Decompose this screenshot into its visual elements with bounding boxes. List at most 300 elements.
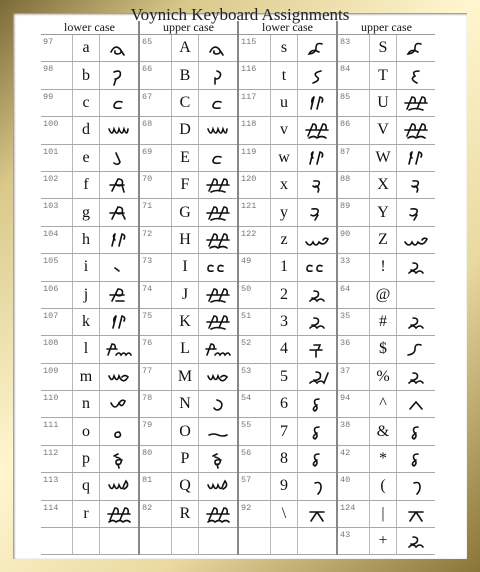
voynich-e2-icon	[205, 66, 231, 86]
char-code: 89	[340, 201, 351, 212]
voynich-8-icon	[304, 394, 330, 414]
char-code: 102	[43, 173, 59, 184]
char-code: 75	[142, 310, 153, 321]
voynich-glyph-cell	[297, 418, 336, 444]
voynich-glyph-cell	[297, 199, 336, 225]
char-code: 64	[340, 283, 351, 294]
table-row	[41, 35, 138, 62]
keyboard-char: E	[171, 145, 198, 171]
voynich-glyph-cell	[99, 309, 138, 335]
table-row	[338, 117, 435, 144]
voynich-s2-icon	[403, 339, 429, 359]
voynich-h-icon	[403, 148, 429, 168]
voynich-glyph-cell	[198, 446, 237, 472]
char-code: 57	[241, 475, 252, 486]
voynich-glyph-cell	[99, 199, 138, 225]
voynich-m-icon	[106, 367, 132, 387]
char-code: 55	[241, 420, 252, 431]
table-row	[239, 254, 336, 281]
char-code: 42	[340, 447, 351, 458]
voynich-k-icon	[106, 312, 132, 332]
voynich-l-icon	[106, 339, 132, 359]
voynich-x-icon	[403, 175, 429, 195]
table-row	[140, 62, 237, 89]
char-code: 107	[43, 310, 59, 321]
table-row	[140, 446, 237, 473]
table-row	[41, 90, 138, 117]
keyboard-char: T	[369, 62, 396, 88]
voynich-glyph-cell	[396, 473, 435, 499]
keyboard-char: 4	[270, 336, 297, 362]
char-code: 94	[340, 393, 351, 404]
table-row	[140, 145, 237, 172]
table-row	[239, 391, 336, 418]
keyboard-char: S	[369, 35, 396, 61]
keyboard-char: 7	[270, 418, 297, 444]
voynich-o-icon	[106, 422, 132, 442]
char-code: 73	[142, 256, 153, 267]
table-row	[338, 199, 435, 226]
voynich-8-icon	[304, 422, 330, 442]
voynich-glyph-cell	[297, 254, 336, 280]
voynich-9-icon	[403, 476, 429, 496]
keyboard-char: C	[171, 90, 198, 116]
table-group	[41, 21, 138, 555]
keyboard-char: %	[369, 364, 396, 390]
voynich-glyph-cell	[396, 282, 435, 308]
char-code: 52	[241, 338, 252, 349]
voynich-gallows-icon	[205, 312, 231, 332]
voynich-ee-icon	[205, 422, 231, 442]
keyboard-char: H	[171, 227, 198, 253]
voynich-gallows-icon	[205, 203, 231, 223]
voynich-q-icon	[205, 476, 231, 496]
voynich-l-icon	[205, 339, 231, 359]
voynich-glyph-cell	[297, 227, 336, 253]
table-row	[239, 35, 336, 62]
keyboard-char: o	[72, 418, 99, 444]
group-header: upper case	[338, 21, 435, 35]
table-row	[338, 62, 435, 89]
table-row	[338, 227, 435, 254]
char-code: 92	[241, 502, 252, 513]
voynich-glyph-cell	[99, 528, 138, 554]
voynich-glyph-cell	[99, 364, 138, 390]
group-header: lower case	[41, 21, 138, 35]
voynich-glyph-cell	[99, 282, 138, 308]
table-row	[239, 227, 336, 254]
table-group	[138, 21, 237, 555]
voynich-8-icon	[403, 449, 429, 469]
table-row	[338, 90, 435, 117]
voynich-cc-icon	[205, 257, 231, 277]
voynich-t-icon	[304, 66, 330, 86]
keyboard-char: n	[72, 391, 99, 417]
table-row	[140, 418, 237, 445]
voynich-glyph-cell	[99, 90, 138, 116]
voynich-glyph-cell	[297, 62, 336, 88]
voynich-p-icon	[205, 449, 231, 469]
keyboard-char: j	[72, 282, 99, 308]
voynich-s-icon	[403, 38, 429, 58]
page-title-text: Voynich Keyboard Assignments	[130, 5, 350, 24]
table-row	[239, 473, 336, 500]
table-row	[41, 418, 138, 445]
table-row	[140, 90, 237, 117]
keyboard-char: m	[72, 364, 99, 390]
char-code: 103	[43, 201, 59, 212]
voynich-z-icon	[304, 230, 330, 250]
voynich-double-gallows-icon	[304, 120, 330, 140]
keyboard-char: M	[171, 364, 198, 390]
table-row	[140, 391, 237, 418]
voynich-caret-icon	[403, 394, 429, 414]
char-code: 38	[340, 420, 351, 431]
keyboard-char: I	[171, 254, 198, 280]
voynich-2-icon	[403, 531, 429, 551]
voynich-k-icon	[304, 93, 330, 113]
table-row	[41, 309, 138, 336]
voynich-glyph-cell	[99, 145, 138, 171]
char-code: 35	[340, 310, 351, 321]
voynich-glyph-cell	[198, 62, 237, 88]
voynich-gallows-icon	[205, 175, 231, 195]
voynich-glyph-cell	[198, 227, 237, 253]
keyboard-char: w	[270, 145, 297, 171]
table-row	[41, 473, 138, 500]
voynich-glyph-cell	[396, 199, 435, 225]
voynich-glyph-cell	[297, 528, 336, 554]
voynich-2-icon	[304, 285, 330, 305]
table-row	[338, 145, 435, 172]
keyboard-char: e	[72, 145, 99, 171]
table-row	[140, 309, 237, 336]
keyboard-char	[72, 528, 99, 554]
voynich-glyph-cell	[198, 309, 237, 335]
table-row	[338, 336, 435, 363]
char-code: 71	[142, 201, 153, 212]
voynich-glyph-cell	[297, 172, 336, 198]
char-code: 101	[43, 146, 59, 157]
char-code: 85	[340, 91, 351, 102]
voynich-c-icon	[205, 93, 231, 113]
table-row	[239, 336, 336, 363]
table-row	[41, 391, 138, 418]
char-code: 37	[340, 365, 351, 376]
table-row	[239, 282, 336, 309]
voynich-9-icon	[304, 476, 330, 496]
table-row	[239, 199, 336, 226]
voynich-glyph-cell	[396, 336, 435, 362]
char-code: 110	[43, 393, 59, 404]
table-row	[41, 227, 138, 254]
char-code: 68	[142, 119, 153, 130]
keyboard-char: 3	[270, 309, 297, 335]
table-row	[239, 117, 336, 144]
voynich-y-icon	[403, 203, 429, 223]
keyboard-char: &	[369, 418, 396, 444]
keyboard-char: 9	[270, 473, 297, 499]
keyboard-char: Z	[369, 227, 396, 253]
table-row	[41, 364, 138, 391]
char-code: 33	[340, 256, 351, 267]
char-code: 100	[43, 119, 59, 130]
voynich-glyph-cell	[396, 254, 435, 280]
keyboard-char: L	[171, 336, 198, 362]
char-code: 111	[43, 420, 59, 431]
voynich-glyph-cell	[297, 282, 336, 308]
voynich-pi-icon	[403, 504, 429, 524]
keyboard-char: x	[270, 172, 297, 198]
voynich-glyph-cell	[99, 254, 138, 280]
voynich-glyph-cell	[198, 528, 237, 554]
table-row	[140, 282, 237, 309]
table-row	[140, 117, 237, 144]
voynich-glyph-cell	[198, 90, 237, 116]
voynich-h-icon	[304, 148, 330, 168]
voynich-glyph-cell	[297, 145, 336, 171]
table-row	[338, 254, 435, 281]
keyboard-char: d	[72, 117, 99, 143]
char-code: 50	[241, 283, 252, 294]
voynich-glyph-cell	[198, 117, 237, 143]
voynich-pi-icon	[304, 504, 330, 524]
table-row	[338, 473, 435, 500]
char-code: 124	[340, 502, 356, 513]
table-row	[338, 282, 435, 309]
keyboard-char: 8	[270, 446, 297, 472]
voynich-b-icon	[106, 66, 132, 86]
table-row	[239, 528, 336, 555]
voynich-c-icon	[205, 148, 231, 168]
table-row	[140, 199, 237, 226]
voynich-2-icon	[403, 312, 429, 332]
voynich-glyph-cell	[396, 62, 435, 88]
char-code: 88	[340, 173, 351, 184]
voynich-glyph-cell	[297, 117, 336, 143]
table-row	[338, 501, 435, 528]
char-code	[239, 528, 270, 554]
char-code: 104	[43, 228, 59, 239]
voynich-y-icon	[304, 203, 330, 223]
keyboard-char: K	[171, 309, 198, 335]
voynich-glyph-cell	[198, 199, 237, 225]
voynich-glyph-cell	[297, 336, 336, 362]
group-header: upper case	[140, 21, 237, 35]
voynich-d-icon	[106, 120, 132, 140]
keyboard-char: (	[369, 473, 396, 499]
keyboard-char: f	[72, 172, 99, 198]
table-row	[239, 145, 336, 172]
char-code: 105	[43, 256, 59, 267]
char-code: 99	[43, 91, 54, 102]
keyboard-char: A	[171, 35, 198, 61]
voynich-glyph-cell	[396, 446, 435, 472]
char-code: 106	[43, 283, 59, 294]
keyboard-char: v	[270, 117, 297, 143]
voynich-r-icon	[106, 504, 132, 524]
keyboard-char: 6	[270, 391, 297, 417]
voynich-glyph-cell	[198, 391, 237, 417]
voynich-glyph-cell	[396, 391, 435, 417]
voynich-glyph-cell	[198, 172, 237, 198]
char-code: 56	[241, 447, 252, 458]
chart-panel	[13, 5, 467, 559]
keyboard-char: a	[72, 35, 99, 61]
voynich-glyph-cell	[396, 172, 435, 198]
table-row	[239, 446, 336, 473]
keyboard-char: V	[369, 117, 396, 143]
table-row	[239, 501, 336, 528]
keyboard-char: s	[270, 35, 297, 61]
voynich-a-icon	[106, 38, 132, 58]
voynich-glyph-cell	[99, 473, 138, 499]
voynich-gallows-icon	[403, 93, 429, 113]
table-row	[140, 227, 237, 254]
voynich-glyph-cell	[99, 172, 138, 198]
voynich-double-gallows-icon	[205, 230, 231, 250]
char-code: 72	[142, 228, 153, 239]
keyboard-char: +	[369, 528, 396, 554]
char-code: 113	[43, 475, 59, 486]
char-code	[140, 528, 171, 554]
voynich-glyph-cell	[396, 90, 435, 116]
table-row	[338, 528, 435, 555]
voynich-glyph-cell	[297, 501, 336, 527]
voynich-e-icon	[106, 148, 132, 168]
char-code: 69	[142, 146, 153, 157]
table-row	[239, 172, 336, 199]
voynich-glyph-cell	[99, 501, 138, 527]
voynich-x-icon	[304, 175, 330, 195]
keyboard-char: b	[72, 62, 99, 88]
assignment-table	[41, 21, 435, 555]
voynich-8-icon	[403, 422, 429, 442]
voynich-glyph-cell	[297, 364, 336, 390]
table-row	[239, 90, 336, 117]
voynich-r-icon	[205, 504, 231, 524]
voynich-n-icon	[106, 394, 132, 414]
voynich-2-icon	[304, 312, 330, 332]
voynich-d-icon	[205, 120, 231, 140]
voynich-glyph-cell	[396, 145, 435, 171]
table-row	[41, 282, 138, 309]
table-row	[140, 501, 237, 528]
voynich-glyph-cell	[396, 35, 435, 61]
table-row	[41, 446, 138, 473]
char-code: 109	[43, 365, 59, 376]
char-code: 119	[241, 146, 257, 157]
table-row	[338, 446, 435, 473]
keyboard-char: u	[270, 90, 297, 116]
voynich-glyph-cell	[396, 309, 435, 335]
keyboard-char: l	[72, 336, 99, 362]
keyboard-char: \	[270, 501, 297, 527]
voynich-cc-icon	[304, 257, 330, 277]
char-code: 76	[142, 338, 153, 349]
voynich-5-icon	[304, 367, 330, 387]
voynich-z-icon	[403, 230, 429, 250]
char-code: 82	[142, 502, 153, 513]
char-code: 74	[142, 283, 153, 294]
char-code: 84	[340, 64, 351, 75]
table-row	[41, 254, 138, 281]
keyboard-char: F	[171, 172, 198, 198]
voynich-glyph-cell	[396, 501, 435, 527]
keyboard-char: r	[72, 501, 99, 527]
char-code: 36	[340, 338, 351, 349]
voynich-glyph-cell	[99, 336, 138, 362]
char-code: 49	[241, 256, 252, 267]
voynich-glyph-cell	[396, 227, 435, 253]
char-code: 66	[142, 64, 153, 75]
char-code: 67	[142, 91, 153, 102]
char-code: 54	[241, 393, 252, 404]
table-row	[338, 364, 435, 391]
table-row	[140, 336, 237, 363]
table-row	[239, 62, 336, 89]
char-code: 83	[340, 37, 351, 47]
keyboard-char: |	[369, 501, 396, 527]
keyboard-char: 2	[270, 282, 297, 308]
voynich-glyph-cell	[198, 282, 237, 308]
voynich-glyph-cell	[99, 117, 138, 143]
voynich-j-icon	[106, 285, 132, 305]
char-code: 117	[241, 91, 257, 102]
keyboard-char: R	[171, 501, 198, 527]
table-row	[140, 528, 237, 555]
table-row	[41, 199, 138, 226]
keyboard-char: @	[369, 282, 396, 308]
char-code: 78	[142, 393, 153, 404]
keyboard-char: D	[171, 117, 198, 143]
keyboard-char: z	[270, 227, 297, 253]
voynich-8-icon	[304, 449, 330, 469]
table-row	[239, 364, 336, 391]
voynich-glyph-cell	[297, 473, 336, 499]
voynich-glyph-cell	[99, 446, 138, 472]
voynich-o2-icon	[205, 394, 231, 414]
voynich-f-icon	[106, 175, 132, 195]
keyboard-char: J	[171, 282, 198, 308]
voynich-4-icon	[304, 339, 330, 359]
char-code: 79	[142, 420, 153, 431]
voynich-glyph-cell	[198, 145, 237, 171]
voynich-glyph-cell	[99, 35, 138, 61]
voynich-c-icon	[106, 93, 132, 113]
page-title	[13, 3, 467, 27]
voynich-glyph-cell	[297, 309, 336, 335]
voynich-glyph-cell	[297, 35, 336, 61]
table-row	[140, 254, 237, 281]
char-code: 87	[340, 146, 351, 157]
char-code: 121	[241, 201, 257, 212]
voynich-glyph-cell	[396, 117, 435, 143]
table-row	[41, 528, 138, 555]
keyboard-char: O	[171, 418, 198, 444]
table-row	[338, 391, 435, 418]
voynich-m-icon	[205, 367, 231, 387]
keyboard-char: Q	[171, 473, 198, 499]
char-code: 40	[340, 475, 351, 486]
keyboard-char: N	[171, 391, 198, 417]
voynich-s-icon	[304, 38, 330, 58]
table-row	[338, 418, 435, 445]
table-row	[140, 172, 237, 199]
char-code: 114	[43, 502, 59, 513]
table-row	[338, 172, 435, 199]
voynich-gallows-icon	[205, 285, 231, 305]
